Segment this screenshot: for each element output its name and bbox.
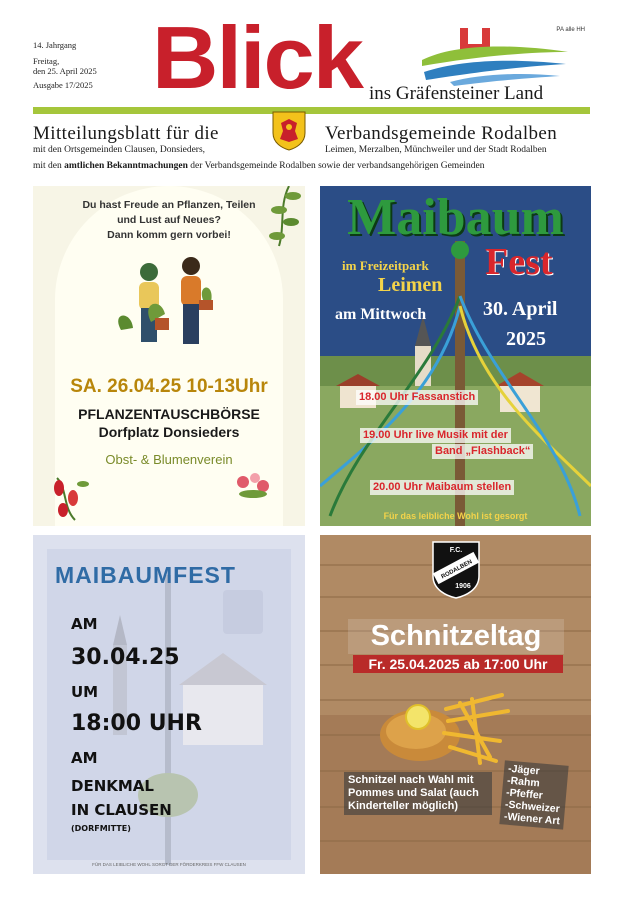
sauce-list — [499, 760, 568, 829]
weekday: am Mittwoch — [335, 306, 427, 323]
club-year-label: 1906 — [455, 583, 471, 590]
event-date: 30. April — [483, 298, 558, 320]
program-item-2-band: Band „Flashback“ — [432, 444, 533, 459]
jahrgang: 14. Jahrgang — [33, 40, 77, 50]
catering-note: Für das leibliche Wohl ist gesorgt — [383, 511, 528, 521]
flowers-icon — [233, 470, 273, 500]
ad-schnitzeltag — [320, 535, 591, 874]
region-logo-icon — [420, 22, 570, 88]
event-date: SA. 26.04.25 10-13Uhr — [70, 376, 268, 397]
maibaum-title: Maibaum — [347, 189, 564, 246]
chili-plant-icon — [47, 468, 97, 524]
green-divider — [33, 107, 590, 114]
subheading-bekanntmachungen: mit den amtlichen Bekanntmachungen der Verbandsgemeinde Rodalben sowie der verbandsangehörigen Gemeinden — [33, 161, 485, 171]
heading-right: Verbandsgemeinde Rodalben — [325, 123, 558, 144]
catering-note: FÜR DAS LEIBLICHE WOHL SORGT DER FÖRDERKREIS FFW CLAUSEN — [92, 862, 246, 867]
program-item-2: 19.00 Uhr live Musik mit der — [360, 428, 511, 443]
event-title: PFLANZENTAUSCHBÖRSE — [78, 406, 260, 422]
fc-rodalben-crest-icon — [431, 540, 481, 600]
masthead-title: Blick — [152, 9, 362, 107]
schnitzeltag-title: Schnitzeltag — [348, 619, 564, 654]
masthead-subtitle: ins Gräfensteiner Land — [369, 83, 544, 104]
ausgabe: Ausgabe 17/2025 — [33, 80, 93, 90]
pa-note: PA alle HH — [556, 27, 585, 33]
ad-maibaumfest-clausen — [33, 535, 305, 874]
location-line-2: IN CLAUSEN — [71, 801, 172, 819]
subheading-right: Leimen, Merzalben, Münchweiler und der Stadt Rodalben — [325, 145, 547, 155]
label-am: AM — [71, 615, 98, 633]
event-year: 2025 — [506, 328, 546, 350]
issue-date: Freitag, den 25. April 2025 — [33, 56, 97, 76]
ad-pflanzentauschboerse — [33, 186, 305, 526]
subheading-left: mit den Ortsgemeinden Clausen, Donsieders, — [33, 145, 206, 155]
club-fc-label: F.C. — [449, 547, 463, 554]
program-item-1: 18.00 Uhr Fassanstich — [356, 390, 478, 405]
location-line-1: DENKMAL — [71, 777, 154, 795]
program-item-3: 20.00 Uhr Maibaum stellen — [370, 480, 514, 495]
label-am-2: AM — [71, 749, 98, 767]
fest-label: Fest — [485, 241, 553, 283]
sauce-item: -Schweizer — [504, 798, 561, 816]
tagline-line-3: Dann komm gern vorbei! — [107, 229, 231, 241]
sauce-item: -Rahm — [506, 774, 541, 790]
event-date: 30.04.25 — [71, 645, 180, 670]
event-time: 18:00 UHR — [71, 711, 202, 736]
menu-description: Schnitzel nach Wahl mit Pommes und Salat (auch Kinderteller möglich) — [344, 772, 492, 815]
venue-name: Leimen — [378, 274, 443, 296]
maibaumfest-title: MAIBAUMFEST — [55, 562, 236, 588]
club-name-label: RODALBEN — [440, 559, 474, 581]
tagline-line-1: Du hast Freude an Pflanzen, Teilen — [82, 199, 256, 211]
location-line-3: (DORFMITTE) — [71, 824, 131, 833]
tagline-line-2: und Lust auf Neues? — [117, 214, 221, 226]
ad-maibaumfest-leimen — [320, 186, 591, 526]
event-date: Fr. 25.04.2025 ab 17:00 Uhr — [353, 655, 563, 673]
coat-of-arms-icon — [272, 111, 306, 151]
people-with-plants-icon — [111, 252, 229, 362]
sauce-item: -Jäger — [507, 762, 541, 778]
heading-left: Mitteilungsblatt für die — [33, 123, 219, 144]
sauce-item: -Wiener Art — [503, 810, 561, 828]
organizer: Obst- & Blumenverein — [105, 452, 233, 467]
venue-prefix: im Freizeitpark — [342, 258, 429, 273]
event-location: Dorfplatz Donsieders — [98, 424, 240, 440]
label-um: UM — [71, 683, 99, 701]
sauce-item: -Pfeffer — [505, 786, 544, 802]
issue-meta — [33, 40, 97, 96]
